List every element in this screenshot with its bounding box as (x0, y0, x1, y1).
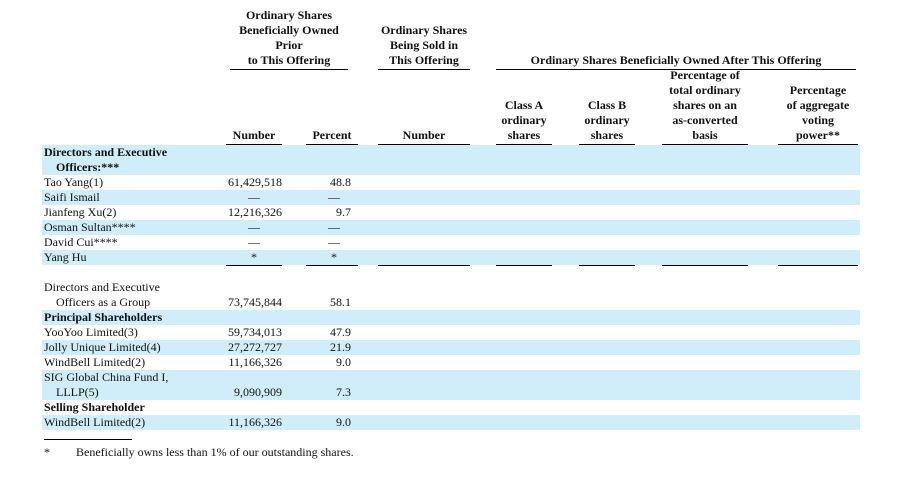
header-being-sold (378, 23, 470, 70)
header-prior-offering (230, 8, 348, 70)
subtotal-rule (662, 265, 748, 266)
shares-number: 11,166,326 (228, 355, 282, 369)
group-total-row (0, 295, 909, 310)
shares-number: 27,272,727 (228, 340, 282, 354)
shares-percent: 9.7 (336, 205, 351, 219)
table-row (0, 340, 909, 355)
shares-percent: — (328, 235, 340, 249)
header-class-a (496, 98, 552, 143)
section-title: Officers:*** (56, 160, 120, 174)
header-sold-line: Being Sold in (389, 38, 459, 52)
header-pct-total (662, 68, 748, 143)
header-pct-voting-line: voting (801, 113, 834, 127)
header-percent: Percent (312, 128, 352, 142)
group-label: Directors and Executive (44, 280, 160, 294)
shares-number: 12,216,326 (228, 205, 282, 219)
section-title: Selling Shareholder (44, 400, 145, 414)
shares-number: — (248, 220, 260, 234)
shares-percent: * (331, 250, 337, 264)
holder-name: SIG Global China Fund I, (44, 370, 169, 384)
table-row (0, 190, 909, 205)
holder-name: WindBell Limited(2) (44, 355, 146, 369)
holder-name: David Cui**** (44, 235, 118, 249)
holder-name: Jolly Unique Limited(4) (44, 340, 161, 354)
holder-name: Jianfeng Xu(2) (44, 205, 117, 219)
header-sold-number: Number (402, 128, 446, 142)
shares-number: 9,090,909 (234, 385, 282, 399)
holder-name: Yang Hu (44, 250, 87, 264)
table-row (0, 415, 909, 430)
header-pct-voting (778, 83, 858, 143)
header-after-line: Ordinary Shares Beneficially Owned After This Offering (530, 53, 822, 67)
holder-name: Saifi Ismail (44, 190, 100, 204)
shares-percent: 7.3 (336, 385, 351, 399)
group-label: Officers as a Group (56, 295, 151, 309)
holder-name: Osman Sultan**** (44, 220, 136, 234)
header-class-a-line: ordinary (501, 113, 547, 127)
section-principal-title (0, 310, 909, 325)
shares-percent: — (328, 190, 340, 204)
table-row (0, 385, 909, 400)
holder-name: YooYoo Limited(3) (44, 325, 138, 339)
group-number: 73,745,844 (228, 295, 282, 309)
header-class-b-line: shares (590, 128, 624, 142)
holder-name: Tao Yang(1) (44, 175, 104, 189)
section-directors-title (0, 145, 909, 160)
shares-number: 59,734,013 (228, 325, 282, 339)
footnote-mark: * (44, 445, 50, 459)
footnote-divider (44, 439, 132, 440)
shares-percent: 9.0 (336, 415, 351, 429)
table-row (0, 250, 909, 265)
holder-name: LLLP(5) (56, 385, 99, 399)
header-prior-line: Ordinary Shares (245, 8, 333, 22)
shares-percent: — (328, 220, 340, 234)
table-row (0, 205, 909, 220)
subtotal-rule (378, 265, 470, 266)
shares-number: * (251, 250, 257, 264)
header-pct-total-line: total ordinary (669, 83, 741, 97)
holder-name: WindBell Limited(2) (44, 415, 146, 429)
header-number: Number (232, 128, 276, 142)
header-prior-line: to This Offering (247, 53, 331, 67)
header-pct-voting-line: power** (796, 128, 840, 142)
shares-percent: 48.8 (330, 175, 351, 189)
group-total-row (0, 280, 909, 295)
table-row (0, 175, 909, 190)
shares-percent: 9.0 (336, 355, 351, 369)
subtotal-rule (226, 265, 282, 266)
section-title: Directors and Executive (44, 145, 168, 159)
header-pct-voting-line: Percentage (789, 83, 847, 97)
header-class-b-line: ordinary (584, 113, 630, 127)
subtotal-rule (778, 265, 858, 266)
section-directors-title-cont (0, 160, 909, 175)
table-row (0, 235, 909, 250)
footnote-text: Beneficially owns less than 1% of our outstanding shares. (76, 445, 354, 459)
table-row (0, 220, 909, 235)
header-pct-total-line: basis (692, 128, 718, 142)
table-row (0, 370, 909, 385)
shares-percent: 47.9 (330, 325, 351, 339)
header-sold-line: This Offering (389, 53, 459, 67)
subtotal-rule (496, 265, 552, 266)
table-row (0, 355, 909, 370)
header-class-a-line: Class A (504, 98, 544, 112)
shares-number: — (248, 235, 260, 249)
header-prior-line: Beneficially Owned (239, 23, 339, 37)
header-class-a-line: shares (507, 128, 541, 142)
subtotal-rule (306, 265, 358, 266)
header-class-b-line: Class B (587, 98, 627, 112)
header-pct-voting-line: of aggregate (786, 98, 850, 112)
shares-number: — (248, 190, 260, 204)
shares-number: 61,429,518 (228, 175, 282, 189)
table-row (0, 325, 909, 340)
header-prior-line: Prior (275, 38, 303, 52)
header-sold-line: Ordinary Shares (380, 23, 468, 37)
subtotal-rule (579, 265, 635, 266)
header-pct-total-line: shares on an (673, 98, 737, 112)
header-class-b (579, 98, 635, 143)
shares-number: 11,166,326 (228, 415, 282, 429)
section-title: Principal Shareholders (44, 310, 163, 324)
shares-percent: 21.9 (330, 340, 351, 354)
header-pct-total-line: Percentage of (670, 68, 740, 82)
group-percent: 58.1 (330, 295, 351, 309)
header-pct-total-line: as-converted (672, 113, 738, 127)
section-selling-title (0, 400, 909, 415)
